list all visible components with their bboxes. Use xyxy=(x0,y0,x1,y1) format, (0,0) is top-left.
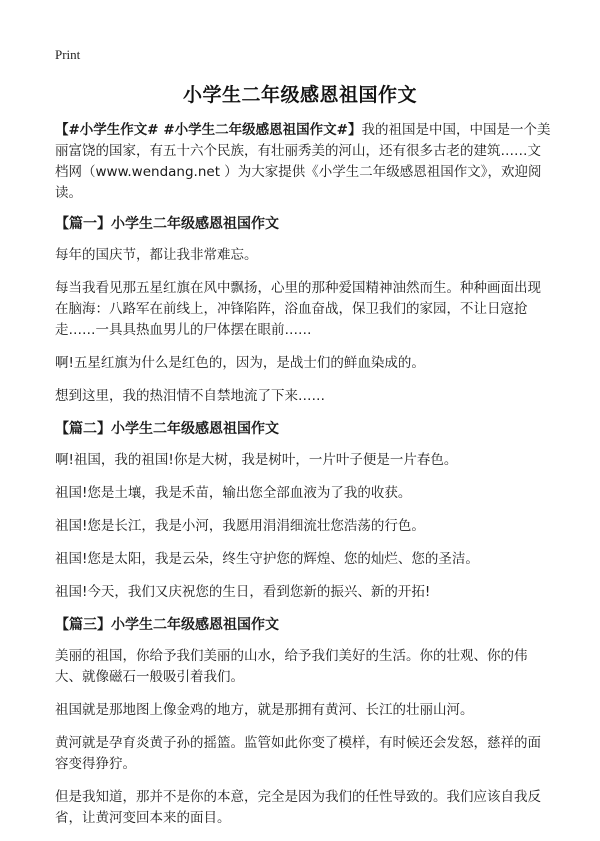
intro-lead: 【#小学生作文# #小学生二年级感恩祖国作文#】 xyxy=(55,122,362,138)
section-heading: 【篇三】小学生二年级感恩祖国作文 xyxy=(55,617,279,633)
paragraph: 祖国!您是土壤，我是禾苗，输出您全部血液为了我的收获。 xyxy=(55,485,412,501)
section-heading: 【篇一】小学生二年级感恩祖国作文 xyxy=(55,216,279,232)
article-body xyxy=(55,120,551,841)
section-1 xyxy=(55,214,551,407)
paragraph: 每年的国庆节，都让我非常难忘。 xyxy=(55,247,258,263)
paragraph: 黄河就是孕育炎黄子孙的摇篮。监管如此你变了模样，有时候还会发怒，慈祥的面容变得狰狞。 xyxy=(55,735,541,772)
paragraph: 祖国!今天，我们又庆祝您的生日，看到您新的振兴、新的开拓! xyxy=(55,584,431,600)
paragraph: 啊!五星红旗为什么是红色的，因为，是战士们的鲜血染成的。 xyxy=(55,355,425,371)
paragraph: 啊!祖国，我的祖国!你是大树，我是树叶，一片叶子便是一片春色。 xyxy=(55,452,458,468)
paragraph: 祖国就是那地图上像金鸡的地方，就是那拥有黄河、长江的壮丽山河。 xyxy=(55,702,474,718)
intro-text: 我的祖国是中国，中国是一个美丽富饶的国家，有五十六个民族，有壮丽秀美的河山，还有很多古老的建筑……文档网（www.wendang.net ）为大家提供《小学生二年级感恩祖国作文》，欢迎阅读。 xyxy=(55,122,551,201)
paragraph: 祖国!您是长江，我是小河，我愿用涓涓细流壮您浩荡的行色。 xyxy=(55,518,425,534)
paragraph: 想到这里，我的热泪情不自禁地流了下来…… xyxy=(55,388,325,404)
section-2 xyxy=(55,419,551,603)
paragraph: 但是我知道，那并不是你的本意，完全是因为我们的任性导致的。我们应该自我反省，让黄河变回本来的面目。 xyxy=(55,789,541,826)
intro-paragraph xyxy=(55,120,551,204)
paragraph: 每当我看见那五星红旗在风中飘扬，心里的那种爱国精神油然而生。种种画面出现在脑海：八路军在前线上，冲锋陷阵，浴血奋战，保卫我们的家园，不让日寇抢走……一具具热血男儿的尸体摆在眼前…… xyxy=(55,280,541,338)
paragraph: 美丽的祖国，你给予我们美丽的山水，给予我们美好的生活。你的壮观、你的伟大、就像磁石一般吸引着我们。 xyxy=(55,648,528,685)
page-title: 小学生二年级感恩祖国作文 xyxy=(182,84,417,106)
section-heading: 【篇二】小学生二年级感恩祖国作文 xyxy=(55,421,279,437)
paragraph: 祖国!您是太阳，我是云朵，终生守护您的辉煌、您的灿烂、您的圣洁。 xyxy=(55,551,479,567)
section-3 xyxy=(55,615,551,829)
print-link[interactable]: Print xyxy=(55,47,81,62)
